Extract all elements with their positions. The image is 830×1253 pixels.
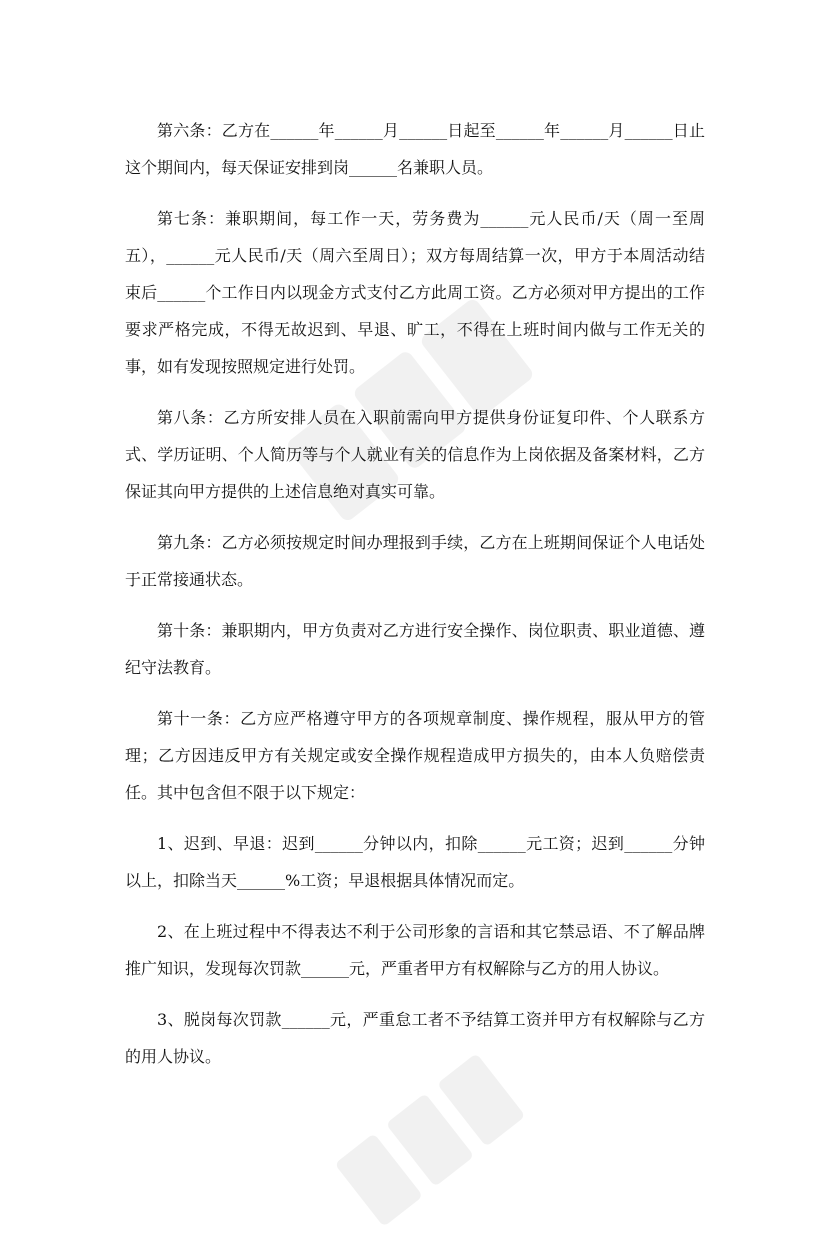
article-8: 第八条：乙方所安排人员在入职前需向甲方提供身份证复印件、个人联系方式、学历证明、个人简历等与个人就业有关的信息作为上岗依据及备案材料，乙方保证其向甲方提供的上述信息绝对真实可靠。 [125, 408, 705, 501]
article-10: 第十条：兼职期内，甲方负责对乙方进行安全操作、岗位职责、职业道德、遵纪守法教育。 [125, 621, 705, 677]
article-6: 第六条：乙方在______年______月______日起至______年______月______日止这个期间内，每天保证安排到岗______名兼职人员。 [125, 121, 705, 177]
rule-3: 3、脱岗每次罚款______元，严重怠工者不予结算工资并甲方有权解除与乙方的用人协议。 [125, 1010, 705, 1066]
rule-2: 2、在上班过程中不得表达不利于公司形象的言语和其它禁忌语、不了解品牌推广知识，发现每次罚款______元，严重者甲方有权解除与乙方的用人协议。 [125, 922, 705, 978]
rule-1: 1、迟到、早退：迟到______分钟以内，扣除______元工资；迟到______分钟以上，扣除当天______%工资；早退根据具体情况而定。 [125, 834, 705, 890]
article-7: 第七条：兼职期间，每工作一天，劳务费为______元人民币/天（周一至周五），______元人民币/天（周六至周日）；双方每周结算一次，甲方于本周活动结束后______个工作日内以现金方式支付乙方此周工资。乙方必须对甲方提出的工作要求严格完成，不得无故迟到、早退、旷工，不得在上班时间内做与工作无关的事，如有发现按照规定进行处罚。 [125, 209, 705, 376]
document-body [125, 112, 705, 1089]
article-11: 第十一条：乙方应严格遵守甲方的各项规章制度、操作规程，服从甲方的管理；乙方因违反甲方有关规定或安全操作规程造成甲方损失的，由本人负赔偿责任。其中包含但不限于以下规定： [125, 709, 705, 802]
article-9: 第九条：乙方必须按规定时间办理报到手续，乙方在上班期间保证个人电话处于正常接通状态。 [125, 533, 705, 589]
